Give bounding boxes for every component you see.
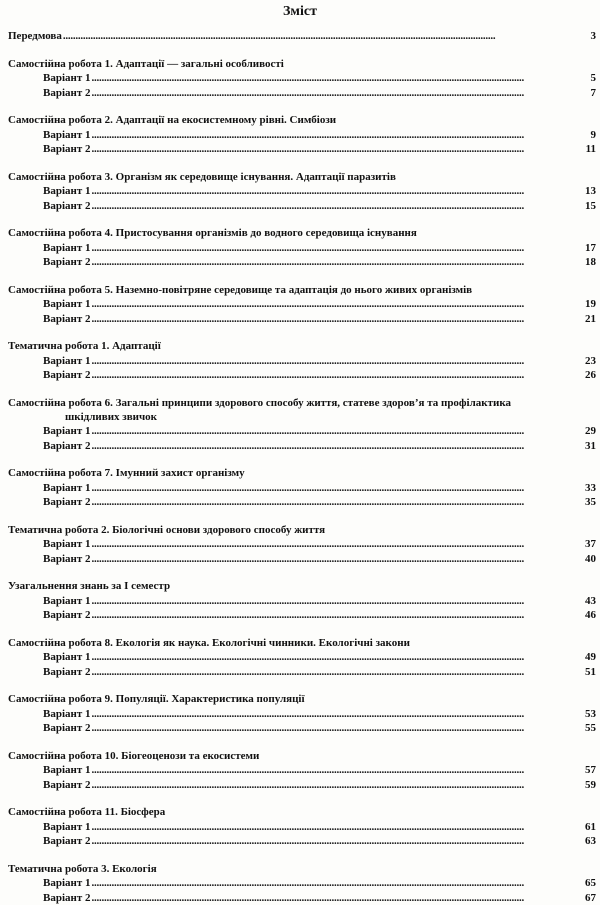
toc-variant-label: Варіант 1 (43, 594, 91, 609)
toc-variant-label: Варіант 2 (43, 255, 91, 270)
toc-variant-label: Варіант 2 (43, 86, 91, 101)
toc-variant-label: Варіант 2 (43, 495, 91, 510)
toc-section-heading[interactable] (8, 692, 596, 707)
dot-leader (92, 834, 584, 849)
toc-variant-entry[interactable] (8, 86, 596, 101)
toc-variant-entry[interactable] (8, 71, 596, 86)
toc-section-title: Самостійна робота 11. Біосфера (8, 805, 165, 820)
toc-section-title: Тематична робота 1. Адаптації (8, 339, 161, 354)
toc-variant-entry[interactable] (8, 312, 596, 327)
toc-section-title: Самостійна робота 8. Екологія як наука. Екологічні чинники. Екологічні закони (8, 636, 410, 651)
toc-variant-label: Варіант 1 (43, 707, 91, 722)
toc-variant-label: Варіант 2 (43, 665, 91, 680)
toc-section-heading[interactable] (8, 339, 596, 354)
toc-page-number: 11 (586, 142, 596, 157)
toc-page-number: 17 (585, 241, 596, 256)
toc-section-title: Самостійна робота 4. Пристосування організмів до водного середовища існування (8, 226, 417, 241)
toc-variant-label: Варіант 2 (43, 199, 91, 214)
dot-leader (63, 29, 590, 44)
dot-leader (92, 142, 585, 157)
toc-entry-label: Передмова (8, 29, 62, 44)
toc-page-number: 7 (591, 86, 597, 101)
toc-variant-label: Варіант 1 (43, 128, 91, 143)
toc-page-number: 63 (585, 834, 596, 849)
toc-section-heading[interactable] (8, 170, 596, 185)
toc-page-number: 31 (585, 439, 596, 454)
toc-section-heading[interactable] (8, 749, 596, 764)
toc-variant-label: Варіант 1 (43, 763, 91, 778)
toc-variant-entry[interactable] (8, 721, 596, 736)
toc-variant-label: Варіант 2 (43, 368, 91, 383)
toc-variant-label: Варіант 2 (43, 439, 91, 454)
dot-leader (92, 665, 584, 680)
dot-leader (92, 255, 584, 270)
toc-section-heading[interactable] (8, 579, 596, 594)
toc-section-heading[interactable] (8, 226, 596, 241)
dot-leader (92, 876, 584, 891)
dot-leader (92, 184, 584, 199)
toc-variant-label: Варіант 1 (43, 537, 91, 552)
toc-page-number: 3 (591, 29, 597, 44)
toc-page-number: 53 (585, 707, 596, 722)
dot-leader (92, 537, 584, 552)
toc-page-number: 23 (585, 354, 596, 369)
toc-variant-label: Варіант 2 (43, 721, 91, 736)
toc-variant-label: Варіант 2 (43, 891, 91, 905)
dot-leader (92, 495, 584, 510)
toc-section-title: Самостійна робота 3. Організм як середовище існування. Адаптації паразитів (8, 170, 396, 185)
dot-leader (92, 707, 584, 722)
toc-page-number: 15 (585, 199, 596, 214)
toc-variant-entry[interactable] (8, 778, 596, 793)
toc-variant-entry[interactable] (8, 142, 596, 157)
toc-variant-label: Варіант 1 (43, 297, 91, 312)
toc-variant-entry[interactable] (8, 368, 596, 383)
toc-page-number: 26 (585, 368, 596, 383)
toc-variant-entry[interactable] (8, 650, 596, 665)
dot-leader (92, 439, 584, 454)
toc-variant-entry[interactable] (8, 481, 596, 496)
toc-page-number: 59 (585, 778, 596, 793)
toc-section-heading[interactable] (8, 466, 596, 481)
toc-page-number: 18 (585, 255, 596, 270)
toc-variant-entry[interactable] (8, 665, 596, 680)
dot-leader (92, 424, 584, 439)
toc-variant-entry[interactable] (8, 876, 596, 891)
toc-section-title: Самостійна робота 7. Імунний захист організму (8, 466, 245, 481)
toc-variant-label: Варіант 1 (43, 481, 91, 496)
dot-leader (92, 778, 584, 793)
dot-leader (92, 368, 584, 383)
toc-page-number: 40 (585, 552, 596, 567)
dot-leader (92, 354, 584, 369)
toc-variant-entry[interactable] (8, 495, 596, 510)
toc-page-number: 67 (585, 891, 596, 905)
dot-leader (92, 241, 584, 256)
toc-variant-label: Варіант 1 (43, 650, 91, 665)
toc-variant-label: Варіант 2 (43, 778, 91, 793)
toc-section-title: Самостійна робота 9. Популяції. Характеристика популяції (8, 692, 305, 707)
dot-leader (92, 763, 584, 778)
toc-variant-label: Варіант 1 (43, 354, 91, 369)
toc-variant-entry[interactable] (8, 707, 596, 722)
toc-page-number: 35 (585, 495, 596, 510)
toc-entry-intro[interactable] (8, 29, 596, 44)
toc-page-number: 19 (585, 297, 596, 312)
toc-page-number: 13 (585, 184, 596, 199)
toc-page-number: 55 (585, 721, 596, 736)
toc-section-title: Самостійна робота 5. Наземно-повітряне середовище та адаптація до нього живих організмів (8, 283, 472, 298)
table-of-contents (8, 24, 596, 905)
toc-page-number: 21 (585, 312, 596, 327)
toc-variant-label: Варіант 2 (43, 608, 91, 623)
toc-variant-label: Варіант 2 (43, 552, 91, 567)
toc-page-number: 43 (585, 594, 596, 609)
dot-leader (92, 820, 584, 835)
toc-variant-label: Варіант 1 (43, 424, 91, 439)
toc-variant-label: Варіант 1 (43, 876, 91, 891)
toc-variant-entry[interactable] (8, 439, 596, 454)
toc-variant-label: Варіант 1 (43, 241, 91, 256)
toc-variant-entry[interactable] (8, 608, 596, 623)
dot-leader (92, 128, 590, 143)
toc-page-number: 33 (585, 481, 596, 496)
toc-variant-label: Варіант 2 (43, 142, 91, 157)
toc-variant-entry[interactable] (8, 255, 596, 270)
toc-page-number: 61 (585, 820, 596, 835)
toc-variant-label: Варіант 2 (43, 834, 91, 849)
toc-variant-label: Варіант 1 (43, 71, 91, 86)
toc-variant-entry[interactable] (8, 891, 596, 905)
toc-variant-entry[interactable] (8, 128, 596, 143)
toc-section-title: Тематична робота 2. Біологічні основи здорового способу життя (8, 523, 325, 538)
toc-page-number: 37 (585, 537, 596, 552)
toc-variant-label: Варіант 1 (43, 820, 91, 835)
toc-section-title: Самостійна робота 6. Загальні принципи здорового способу життя, статеве здоров’я та профілактика (8, 396, 511, 411)
dot-leader (92, 891, 584, 905)
dot-leader (92, 650, 584, 665)
dot-leader (92, 594, 584, 609)
toc-section-heading[interactable] (8, 283, 596, 298)
toc-section-heading[interactable] (8, 113, 596, 128)
toc-page-number: 49 (585, 650, 596, 665)
dot-leader (92, 721, 584, 736)
toc-page-number: 5 (591, 71, 597, 86)
toc-section-heading[interactable] (8, 805, 596, 820)
toc-section-title: Тематична робота 3. Екологія (8, 862, 157, 877)
toc-section-heading[interactable] (8, 396, 596, 411)
toc-variant-label: Варіант 2 (43, 312, 91, 327)
dot-leader (92, 71, 590, 86)
toc-page-number: 29 (585, 424, 596, 439)
toc-section-title: Узагальнення знань за І семестр (8, 579, 170, 594)
page-title: Зміст (0, 4, 600, 20)
toc-page-number: 57 (585, 763, 596, 778)
toc-section-title-continuation: шкідливих звичок (8, 410, 596, 424)
dot-leader (92, 481, 584, 496)
dot-leader (92, 86, 590, 101)
dot-leader (92, 552, 584, 567)
toc-section-title: Самостійна робота 1. Адаптації — загальні особливості (8, 57, 284, 72)
toc-variant-entry[interactable] (8, 424, 596, 439)
toc-variant-label: Варіант 1 (43, 184, 91, 199)
toc-page-number: 9 (591, 128, 597, 143)
toc-variant-entry[interactable] (8, 537, 596, 552)
toc-page-number: 51 (585, 665, 596, 680)
dot-leader (92, 608, 584, 623)
toc-variant-entry[interactable] (8, 241, 596, 256)
toc-page-number: 46 (585, 608, 596, 623)
toc-section-title: Самостійна робота 10. Біогеоценози та екосистеми (8, 749, 259, 764)
toc-variant-entry[interactable] (8, 594, 596, 609)
toc-section-heading[interactable] (8, 523, 596, 538)
toc-variant-entry[interactable] (8, 184, 596, 199)
dot-leader (92, 312, 584, 327)
toc-variant-entry[interactable] (8, 820, 596, 835)
toc-variant-entry[interactable] (8, 552, 596, 567)
toc-section-heading[interactable] (8, 862, 596, 877)
toc-variant-entry[interactable] (8, 297, 596, 312)
toc-section-heading[interactable] (8, 57, 596, 72)
toc-variant-entry[interactable] (8, 763, 596, 778)
toc-variant-entry[interactable] (8, 199, 596, 214)
toc-section-title: Самостійна робота 2. Адаптації на екосистемному рівні. Симбіози (8, 113, 336, 128)
toc-page-number: 65 (585, 876, 596, 891)
toc-variant-entry[interactable] (8, 834, 596, 849)
toc-variant-entry[interactable] (8, 354, 596, 369)
dot-leader (92, 199, 584, 214)
dot-leader (92, 297, 584, 312)
toc-section-heading[interactable] (8, 636, 596, 651)
